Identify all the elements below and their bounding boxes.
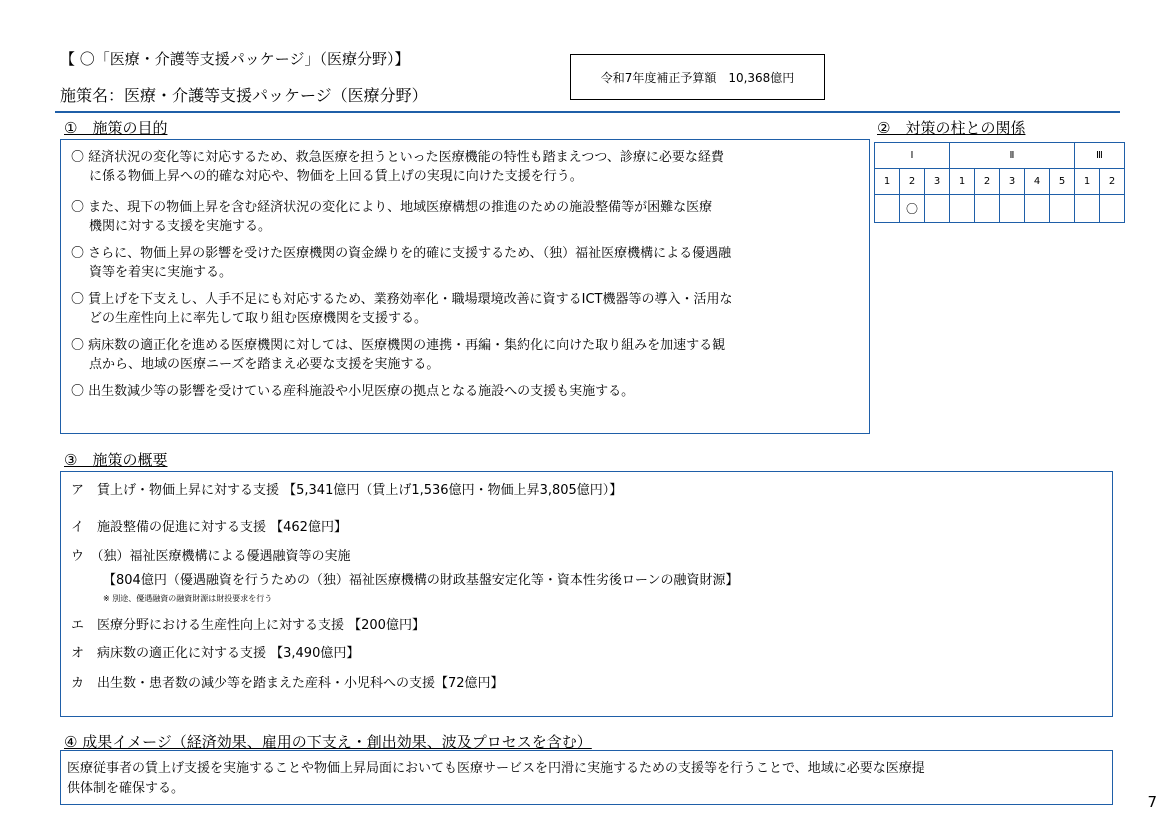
result-box xyxy=(60,750,1113,805)
pillar-mark xyxy=(1000,195,1025,223)
pillar-mark xyxy=(875,195,900,223)
overview-item-e: エ 医療分野における生産性向上に対する支援 【200億円】 xyxy=(71,618,425,633)
section1-title: ① 施策の目的 xyxy=(64,119,168,137)
budget-box xyxy=(570,54,825,100)
measure-name: 施策名：医療・介護等支援パッケージ（医療分野） xyxy=(60,86,428,105)
pillar-num: 1 xyxy=(950,169,975,195)
pillar-mark xyxy=(1025,195,1050,223)
result-line2: 供体制を確保する。 xyxy=(67,781,185,796)
purpose-item-line2: 資等を着実に実施する。 xyxy=(89,265,233,280)
pillar-group-1: Ⅰ xyxy=(875,143,950,169)
pillar-num: 4 xyxy=(1025,169,1050,195)
overview-item-i: イ 施設整備の促進に対する支援 【462億円】 xyxy=(71,520,347,535)
overview-item-u-sub: 【804億円（優遇融資を行うための（独）福祉医療機構の財政基盤安定化等・資本性劣後ローンの融資財源】 xyxy=(103,573,739,588)
purpose-item xyxy=(71,336,863,374)
purpose-item-line1: 〇 経済状況の変化等に対応するため、救急医療を担うといった医療機能の特性も踏まえつつ、診療に必要な経費 xyxy=(71,150,724,165)
overview-box xyxy=(60,471,1113,717)
pillar-mark xyxy=(1075,195,1100,223)
purpose-item-line1: 〇 賃上げを下支えし、人手不足にも対応するため、業務効率化・職場環境改善に資するICT機器等の導入・活用な xyxy=(71,292,733,307)
pillar-mark xyxy=(950,195,975,223)
purpose-item xyxy=(71,148,863,186)
purpose-item-line2: 点から、地域の医療ニーズを踏まえ必要な支援を実施する。 xyxy=(89,357,440,372)
purpose-item xyxy=(71,382,863,401)
purpose-item-line2: 機関に対する支援を実施する。 xyxy=(89,219,272,234)
pillar-mark xyxy=(1100,195,1125,223)
pillar-mark xyxy=(925,195,950,223)
pillar-num: 2 xyxy=(900,169,925,195)
package-title: 【 〇「医療・介護等支援パッケージ」（医療分野）】 xyxy=(60,50,410,68)
purpose-item-line1: 〇 さらに、物価上昇の影響を受けた医療機関の資金繰りを的確に支援するため、（独）福祉医療機構による優遇融 xyxy=(71,246,732,261)
section2-title: ② 対策の柱との関係 xyxy=(877,119,1026,137)
pillars-table xyxy=(874,142,1125,223)
purpose-item-line2: どの生産性向上に率先して取り組む医療機関を支援する。 xyxy=(89,311,428,326)
overview-item-ka: カ 出生数・患者数の減少等を踏まえた産科・小児科への支援【72億円】 xyxy=(71,676,504,691)
purpose-item-line1: 〇 病床数の適正化を進める医療機関に対しては、医療機関の連携・再編・集約化に向けた取り組みを加速する観 xyxy=(71,338,726,353)
result-line1: 医療従事者の賃上げ支援を実施することや物価上昇局面においても医療サービスを円滑に実施するための支援等を行うことで、地域に必要な医療提 xyxy=(67,761,925,776)
pillar-group-3: Ⅲ xyxy=(1075,143,1125,169)
purpose-item xyxy=(71,198,863,236)
purpose-item-line1: 〇 出生数減少等の影響を受けている産科施設や小児医療の拠点となる施設への支援も実施する。 xyxy=(71,384,635,399)
section4-title: ④ 成果イメージ（経済効果、雇用の下支え・創出効果、波及プロセスを含む） xyxy=(64,733,592,751)
overview-item-u: ウ （独）福祉医療機構による優遇融資等の実施 xyxy=(71,549,351,564)
overview-item-o: オ 病床数の適正化に対する支援 【3,490億円】 xyxy=(71,646,360,661)
pillar-num: 1 xyxy=(875,169,900,195)
overview-item-u-note: ※ 別途、優遇融資の融資財源は財投要求を行う xyxy=(103,594,273,603)
purpose-item-line1: 〇 また、現下の物価上昇を含む経済状況の変化により、地域医療構想の推進のための施設整備等が困難な医療 xyxy=(71,200,713,215)
budget-amount: 令和7年度補正予算額 10,368億円 xyxy=(600,70,795,85)
page-number: 7 xyxy=(1147,793,1157,811)
pillar-mark: 〇 xyxy=(900,195,925,223)
pillar-mark xyxy=(1050,195,1075,223)
pillar-num: 2 xyxy=(975,169,1000,195)
purpose-item xyxy=(71,244,863,282)
pillar-num: 3 xyxy=(1000,169,1025,195)
pillar-mark xyxy=(975,195,1000,223)
pillar-group-2: Ⅱ xyxy=(950,143,1075,169)
overview-item-a: ア 賃上げ・物価上昇に対する支援 【5,341億円（賃上げ1,536億円・物価上昇3,805億円）】 xyxy=(71,483,623,498)
pillar-num: 3 xyxy=(925,169,950,195)
pillar-num: 5 xyxy=(1050,169,1075,195)
purpose-box xyxy=(60,139,870,434)
pillar-num: 2 xyxy=(1100,169,1125,195)
purpose-item-line2: に係る物価上昇への的確な対応や、物価を上回る賃上げの実現に向けた支援を行う。 xyxy=(89,169,583,184)
header-divider xyxy=(55,111,1120,113)
purpose-item xyxy=(71,290,863,328)
section3-title: ③ 施策の概要 xyxy=(64,451,168,469)
pillar-num: 1 xyxy=(1075,169,1100,195)
